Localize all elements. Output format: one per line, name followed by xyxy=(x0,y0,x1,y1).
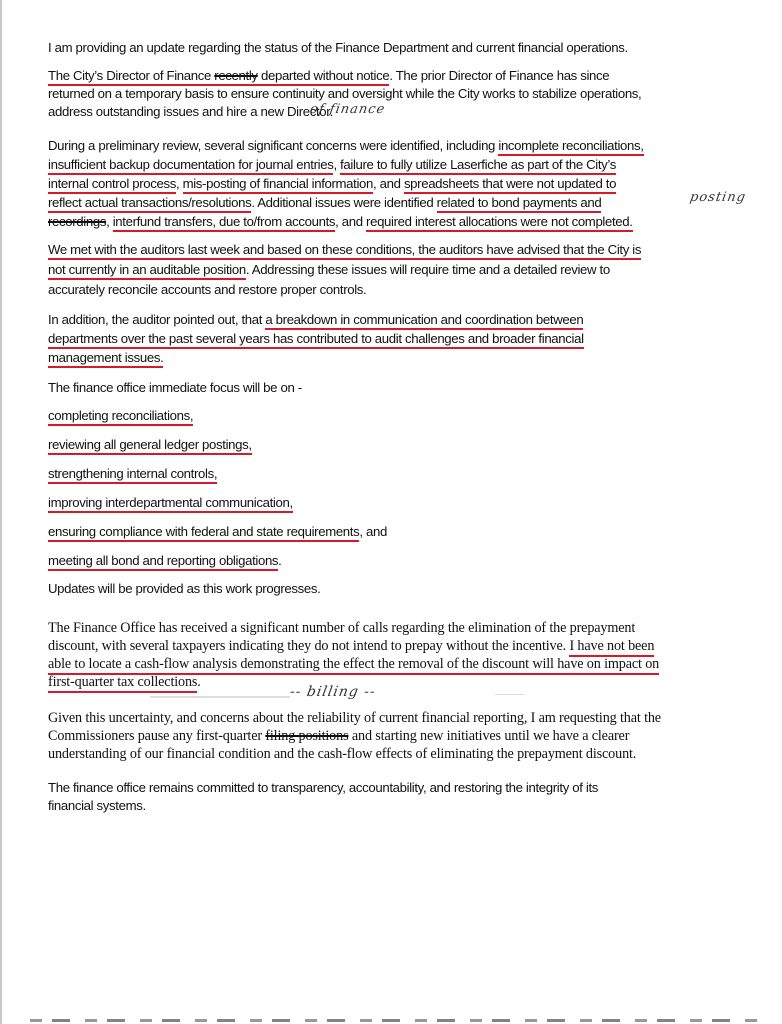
text: , xyxy=(333,157,341,172)
paragraph-line: The Finance Office has received a significant number of calls regarding the elimination of the prepayment xyxy=(48,620,636,636)
paragraph-line xyxy=(48,68,609,84)
updates-note: Updates will be provided as this work progresses. xyxy=(48,581,321,596)
underlined-text: departed without notice xyxy=(258,68,390,86)
scan-bottom-edge xyxy=(30,1019,760,1022)
paragraph-line xyxy=(48,350,163,366)
text: and starting new initiatives until we have a clearer xyxy=(348,728,630,744)
underlined-text: ensuring compliance with federal and state requirements xyxy=(48,524,359,542)
paragraph-line: address outstanding issues and hire a new Director. xyxy=(48,104,333,119)
handwritten-annotation: posting xyxy=(688,190,748,205)
text: , and xyxy=(373,176,404,191)
underlined-text: mis-posting of financial information xyxy=(183,176,373,194)
underlined-text: improving interdepartmental communication, xyxy=(48,495,293,513)
paragraph-line: understanding of our financial condition and the cash-flow effects of eliminating the prepayment discount. xyxy=(48,746,637,762)
text: . Addressing these issues will require time and a detailed review to xyxy=(245,262,610,277)
underlined-text: The City’s Director of Finance xyxy=(48,68,214,86)
scan-smudge xyxy=(150,696,290,698)
paragraph-line xyxy=(48,157,616,173)
paragraph-line xyxy=(48,312,583,328)
text: , xyxy=(175,176,183,191)
text: , and xyxy=(335,214,367,229)
paragraph-line xyxy=(48,195,601,211)
underlined-text: strengthening internal controls, xyxy=(48,466,217,484)
paragraph-line: The finance office remains committed to transparency, accountability, and restoring the integrity of its xyxy=(48,780,598,795)
underlined-text: reviewing all general ledger postings, xyxy=(48,437,252,455)
paragraph-line xyxy=(48,262,610,278)
handwritten-annotation: -- billing -- xyxy=(288,684,378,700)
paragraph-line: financial systems. xyxy=(48,798,146,813)
focus-item xyxy=(48,553,282,569)
paragraph-line xyxy=(48,214,633,230)
text: . The prior Director of Finance has since xyxy=(389,68,610,83)
underlined-text: We met with the auditors last week and based on these conditions, the auditors have advised that the City is xyxy=(48,242,641,260)
underlined-text: management issues. xyxy=(48,350,163,368)
underlined-text: related to bond payments and xyxy=(437,195,602,213)
underlined-text: failure to fully utilize Laserfiche as part of the City’s xyxy=(340,157,616,175)
text: , and xyxy=(359,524,387,539)
underlined-text: able to locate a cash-flow analysis demonstrating the effect the removal of the discount will have on impact on xyxy=(48,656,659,675)
underlined-text: interfund transfers, due to/from accounts xyxy=(113,214,335,232)
text: . xyxy=(197,674,201,690)
underlined-text: first-quarter tax collections xyxy=(48,674,197,693)
text: During a preliminary review, several significant concerns were identified, including xyxy=(48,138,499,153)
underlined-text: required interest allocations were not completed. xyxy=(366,214,633,232)
struck-text: recently xyxy=(214,68,257,86)
text: . Additional issues were identified xyxy=(251,195,437,210)
paragraph-line xyxy=(48,176,616,192)
underlined-text: departments over the past several years has contributed to audit challenges and broader financial xyxy=(48,331,584,349)
underlined-text: spreadsheets that were not updated to xyxy=(404,176,616,194)
underlined-text: not currently in an auditable position xyxy=(48,262,246,280)
underlined-text: meeting all bond and reporting obligations xyxy=(48,553,278,571)
underlined-text: incomplete reconciliations, xyxy=(498,138,643,156)
underlined-text: internal control process xyxy=(48,176,176,194)
text: In addition, the auditor pointed out, that xyxy=(48,312,266,327)
paragraph-line xyxy=(48,656,659,672)
handwritten-annotation: of finance xyxy=(308,102,387,117)
text: , xyxy=(106,214,113,229)
struck-text: filing positions xyxy=(265,728,349,744)
paragraph-line xyxy=(48,138,644,154)
underlined-text: I have not been xyxy=(569,638,654,657)
paragraph-line xyxy=(48,728,629,744)
paragraph-line xyxy=(48,331,584,347)
underlined-text: insufficient backup documentation for journal entries xyxy=(48,157,333,175)
focus-item xyxy=(48,466,217,482)
underlined-text: reflect actual transactions/resolutions xyxy=(48,195,251,213)
paragraph-line: returned on a temporary basis to ensure continuity and oversight while the City works to stabilize operations, xyxy=(48,86,642,101)
underlined-text: a breakdown in communication and coordination between xyxy=(265,312,583,330)
focus-item xyxy=(48,437,252,453)
paragraph-line: accurately reconcile accounts and restore proper controls. xyxy=(48,282,367,297)
text: . xyxy=(278,553,282,568)
text: discount, with several taxpayers indicating they do not intend to prepay without the incentive. xyxy=(48,638,570,654)
paragraph-line xyxy=(48,638,654,654)
paragraph-line xyxy=(48,242,641,258)
paragraph-intro: I am providing an update regarding the status of the Finance Department and current financial operations. xyxy=(48,40,628,55)
scan-edge xyxy=(0,0,2,1024)
focus-item xyxy=(48,408,193,424)
focus-item xyxy=(48,495,293,511)
struck-text: recordings xyxy=(48,214,107,229)
paragraph-line xyxy=(48,674,201,690)
paragraph-line: Given this uncertainty, and concerns about the reliability of current financial reporting, I am requesting that the xyxy=(48,710,661,726)
underlined-text: completing reconciliations, xyxy=(48,408,193,426)
focus-item xyxy=(48,524,387,540)
scan-smudge xyxy=(495,694,525,695)
text: Commissioners pause any first-quarter xyxy=(48,728,266,744)
focus-intro: The finance office immediate focus will be on - xyxy=(48,380,302,395)
